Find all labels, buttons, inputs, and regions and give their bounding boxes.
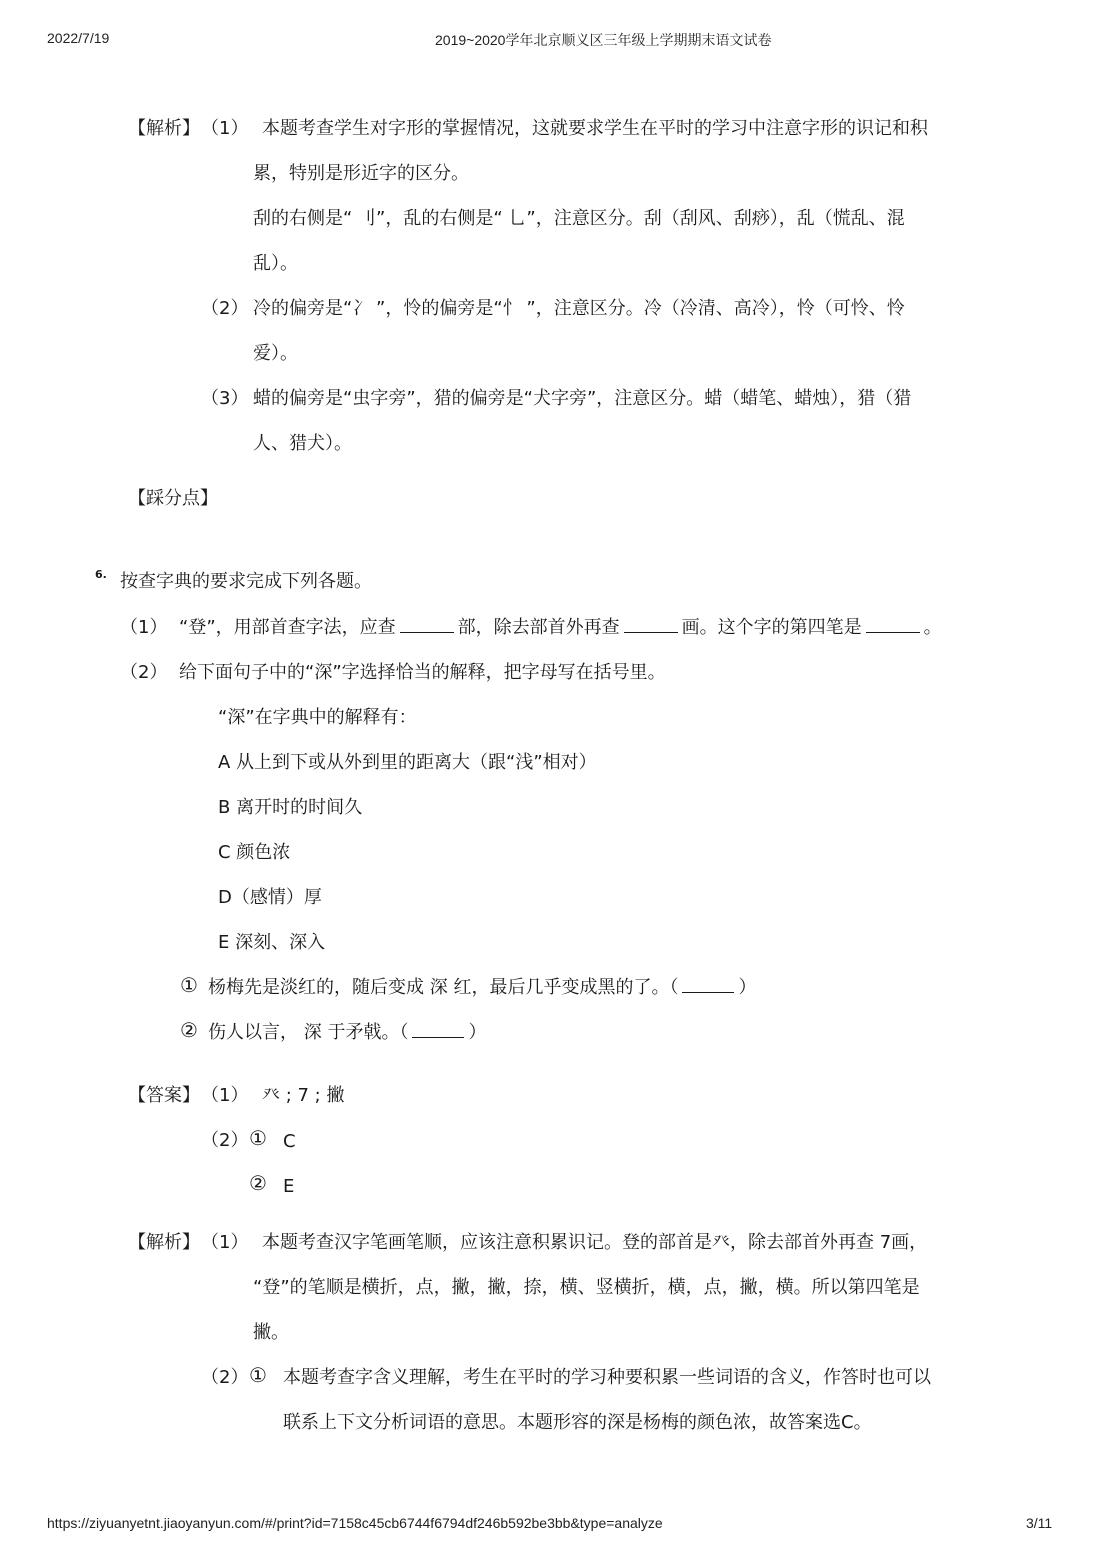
answer-2-value-2: E <box>283 1176 295 1197</box>
analysis-q6-part1-line3: 撇。 <box>253 1322 289 1343</box>
answer-1-number: （1） <box>201 1085 249 1106</box>
analysis-q6-part2-line1: 本题考查字含义理解，考生在平时的学习种要积累一些词语的含义，作答时也可以 <box>283 1367 931 1388</box>
definition-intro: “深”在字典中的解释有： <box>218 707 417 728</box>
answer-label: 【答案】 <box>128 1085 200 1106</box>
item-2-close-paren: ） <box>468 1022 487 1043</box>
analysis-label-q6: 【解析】 <box>128 1232 200 1253</box>
item-1-sentence: 杨梅先是淡红的，随后变成 深 红，最后几乎变成黑的了。（ <box>208 977 679 998</box>
answer-2-number: （2） <box>201 1130 249 1151</box>
analysis-part1-line1: 本题考查学生对字形的掌握情况，这就要求学生在平时的学习中注意字形的识记和积 <box>262 118 928 139</box>
definition-c: C 颜色浓 <box>218 842 291 863</box>
analysis-part1-line3: 刮的右侧是“ 刂”，乱的右侧是“ 乚”，注意区分。刮（刮风、刮痧），乱（慌乱、混 <box>253 208 905 229</box>
analysis-q6-part1-number: （1） <box>201 1232 249 1253</box>
analysis-part3-number: （3） <box>201 388 249 409</box>
item-1-close-paren: ） <box>738 977 757 998</box>
answer-blank-fourth-stroke[interactable] <box>866 618 920 633</box>
item-1-mark: ① <box>180 973 198 997</box>
page-number: 3/11 <box>1026 1515 1053 1531</box>
answer-2-value-1: C <box>283 1131 296 1152</box>
scoring-points-label: 【踩分点】 <box>128 488 218 509</box>
document-title: 2019~2020学年北京顺义区三年级上学期期末语文试卷 <box>435 32 772 48</box>
subquestion-1-text-c: 画。这个字的第四笔是 <box>681 617 862 638</box>
analysis-part2-line1: 冷的偏旁是“冫 ”，怜的偏旁是“忄 ”，注意区分。冷（冷清、高冷），怜（可怜、怜 <box>253 298 905 319</box>
analysis-part1-number: （1） <box>201 118 249 139</box>
answer-1-text: 癶 ; 7 ; 撇 <box>262 1085 345 1106</box>
subquestion-1-number: （1） <box>120 617 168 638</box>
analysis-part1-line4: 乱）。 <box>253 253 298 274</box>
page-url[interactable]: https://ziyuanyetnt.jiaoyanyun.com/#/print?id=7158c45cb6744f6794df246b592be3bb&type=analyze <box>47 1515 663 1531</box>
definition-d: D（感情）厚 <box>218 887 322 908</box>
answer-blank-item-2[interactable] <box>412 1023 464 1038</box>
analysis-part1-line2: 累，特别是形近字的区分。 <box>253 163 469 184</box>
analysis-part3-line2: 人、猎犬）。 <box>253 433 352 454</box>
definition-e: E 深刻、深入 <box>218 932 326 953</box>
subquestion-2-text: 给下面句子中的“深”字选择恰当的解释，把字母写在括号里。 <box>179 662 666 683</box>
print-date: 2022/7/19 <box>47 30 110 46</box>
answer-blank-item-1[interactable] <box>682 978 734 993</box>
analysis-q6-part1-line1: 本题考查汉字笔画笔顺，应该注意积累识记。登的部首是癶，除去部首外再查 7画， <box>262 1232 928 1253</box>
item-2-mark: ② <box>180 1018 198 1042</box>
analysis-q6-part2-number: （2） <box>201 1367 249 1388</box>
question-number: 6. <box>95 568 107 581</box>
answer-blank-radical[interactable] <box>400 618 454 633</box>
answer-blank-strokes[interactable] <box>624 618 678 633</box>
item-2-sentence: 伤人以言， 深 于矛戟。（ <box>208 1022 409 1043</box>
analysis-q6-part2-mark: ① <box>249 1363 267 1387</box>
answer-2-mark-1: ① <box>249 1126 267 1150</box>
analysis-part2-line2: 爱）。 <box>253 343 298 364</box>
subquestion-1 <box>179 617 942 639</box>
subquestion-1-text-d: 。 <box>923 617 942 638</box>
analysis-part3-line1: 蜡的偏旁是“虫字旁”，猎的偏旁是“犬字旁”，注意区分。蜡（蜡笔、蜡烛），猎（猎 <box>253 388 912 409</box>
item-1 <box>208 977 756 999</box>
answer-2-mark-2: ② <box>249 1171 267 1195</box>
question-stem: 按查字典的要求完成下列各题。 <box>120 571 372 592</box>
subquestion-2-number: （2） <box>120 662 168 683</box>
subquestion-1-text-b: 部，除去部首外再查 <box>457 617 620 638</box>
definition-a: A 从上到下或从外到里的距离大（跟“浅”相对） <box>218 752 597 773</box>
definition-b: B 离开时的时间久 <box>218 797 363 818</box>
analysis-q6-part1-line2: “登”的笔顺是横折，点，撇，撇，捺，横、竖横折，横，点，撇，横。所以第四笔是 <box>253 1277 920 1298</box>
analysis-part2-number: （2） <box>201 298 249 319</box>
analysis-q6-part2-line2: 联系上下文分析词语的意思。本题形容的深是杨梅的颜色浓，故答案选C。 <box>283 1412 872 1433</box>
item-2 <box>208 1022 486 1044</box>
analysis-label: 【解析】 <box>128 118 200 139</box>
subquestion-1-text-a: “登”，用部首查字法，应查 <box>179 617 396 638</box>
